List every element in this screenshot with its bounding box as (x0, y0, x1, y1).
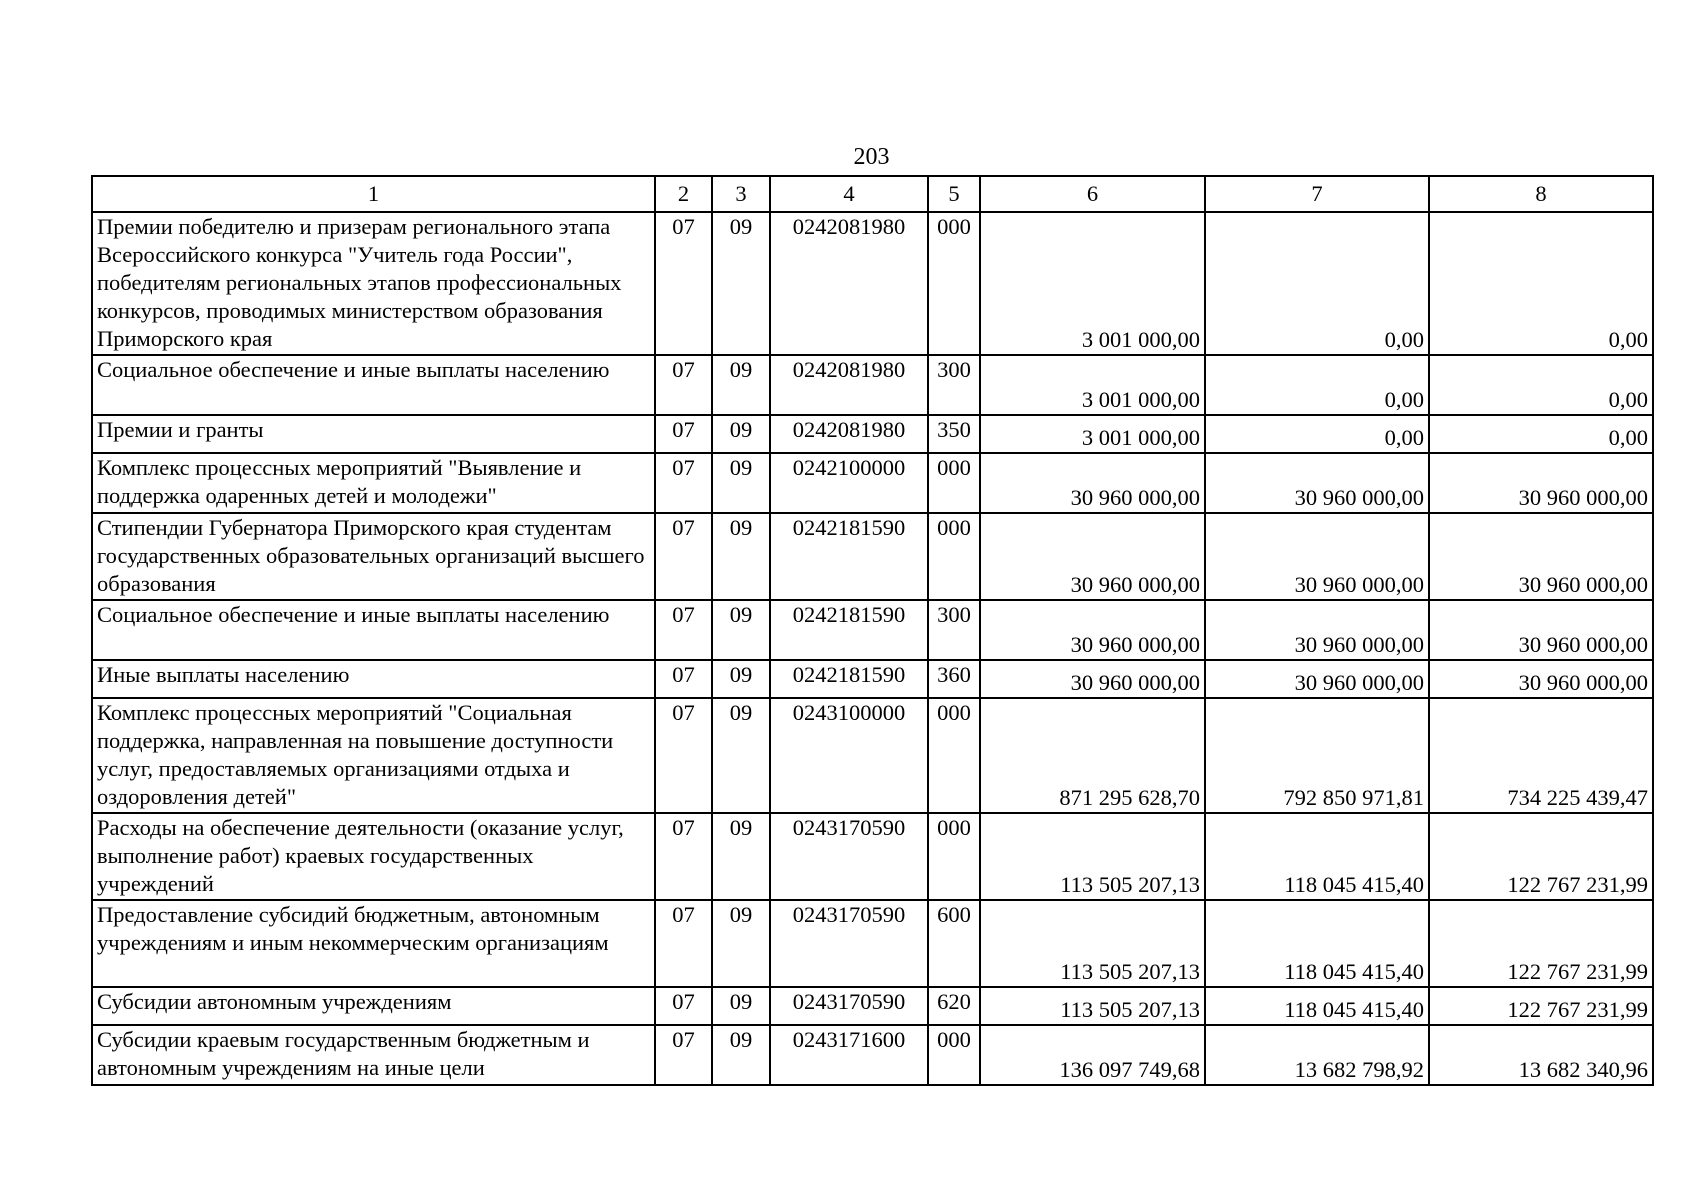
amount-col-8: 122 767 231,99 (1429, 813, 1653, 900)
amount-col-6: 113 505 207,13 (980, 987, 1205, 1025)
amount-col-8: 30 960 000,00 (1429, 453, 1653, 513)
column-header: 1 (92, 176, 655, 212)
subsection-code: 09 (712, 415, 770, 453)
amount-col-6: 30 960 000,00 (980, 453, 1205, 513)
expense-name: Комплекс процессных мероприятий "Выявление и поддержка одаренных детей и молодежи" (92, 453, 655, 513)
column-header: 6 (980, 176, 1205, 212)
amount-col-7: 0,00 (1205, 355, 1429, 415)
amount-col-6: 3 001 000,00 (980, 212, 1205, 355)
expense-name: Премии победителю и призерам регионального этапа Всероссийского конкурса "Учитель года России", победителям региональных этапов профессиональных конкурсов, проводимых министерством образования Приморского края (92, 212, 655, 355)
expense-type-code: 300 (928, 600, 980, 660)
expense-type-code: 000 (928, 1025, 980, 1085)
expense-name: Премии и гранты (92, 415, 655, 453)
target-article-code: 0242081980 (770, 212, 928, 355)
expense-type-code: 000 (928, 698, 980, 813)
amount-col-8: 13 682 340,96 (1429, 1025, 1653, 1085)
expense-type-code: 000 (928, 453, 980, 513)
table-row (92, 513, 1653, 600)
table-row (92, 813, 1653, 900)
column-header: 4 (770, 176, 928, 212)
table-row (92, 698, 1653, 813)
section-code: 07 (655, 660, 712, 698)
expense-name: Социальное обеспечение и иные выплаты населению (92, 355, 655, 415)
subsection-code: 09 (712, 813, 770, 900)
expense-type-code: 000 (928, 813, 980, 900)
subsection-code: 09 (712, 355, 770, 415)
subsection-code: 09 (712, 600, 770, 660)
table-row (92, 453, 1653, 513)
section-code: 07 (655, 415, 712, 453)
section-code: 07 (655, 1025, 712, 1085)
amount-col-7: 13 682 798,92 (1205, 1025, 1429, 1085)
section-code: 07 (655, 355, 712, 415)
amount-col-8: 0,00 (1429, 415, 1653, 453)
subsection-code: 09 (712, 900, 770, 987)
section-code: 07 (655, 453, 712, 513)
expense-name: Комплекс процессных мероприятий "Социальная поддержка, направленная на повышение доступности услуг, предоставляемых организациями отдыха и оздоровления детей" (92, 698, 655, 813)
amount-col-7: 30 960 000,00 (1205, 600, 1429, 660)
section-code: 07 (655, 513, 712, 600)
section-code: 07 (655, 900, 712, 987)
subsection-code: 09 (712, 453, 770, 513)
column-header: 3 (712, 176, 770, 212)
section-code: 07 (655, 987, 712, 1025)
table-row (92, 355, 1653, 415)
amount-col-8: 30 960 000,00 (1429, 660, 1653, 698)
expense-name: Социальное обеспечение и иные выплаты населению (92, 600, 655, 660)
target-article-code: 0243100000 (770, 698, 928, 813)
table-row (92, 987, 1653, 1025)
subsection-code: 09 (712, 212, 770, 355)
expense-type-code: 300 (928, 355, 980, 415)
section-code: 07 (655, 212, 712, 355)
table-row (92, 415, 1653, 453)
amount-col-6: 136 097 749,68 (980, 1025, 1205, 1085)
section-code: 07 (655, 600, 712, 660)
expense-name: Иные выплаты населению (92, 660, 655, 698)
amount-col-8: 0,00 (1429, 355, 1653, 415)
expense-type-code: 360 (928, 660, 980, 698)
amount-col-6: 30 960 000,00 (980, 513, 1205, 600)
target-article-code: 0243171600 (770, 1025, 928, 1085)
amount-col-7: 118 045 415,40 (1205, 987, 1429, 1025)
amount-col-7: 0,00 (1205, 415, 1429, 453)
column-header: 7 (1205, 176, 1429, 212)
expense-type-code: 600 (928, 900, 980, 987)
column-header: 8 (1429, 176, 1653, 212)
target-article-code: 0242100000 (770, 453, 928, 513)
budget-table (91, 175, 1654, 1086)
amount-col-7: 118 045 415,40 (1205, 813, 1429, 900)
amount-col-7: 30 960 000,00 (1205, 660, 1429, 698)
expense-name: Субсидии краевым государственным бюджетным и автономным учреждениям на иные цели (92, 1025, 655, 1085)
column-header: 2 (655, 176, 712, 212)
expense-name: Стипендии Губернатора Приморского края студентам государственных образовательных организаций высшего образования (92, 513, 655, 600)
target-article-code: 0243170590 (770, 900, 928, 987)
amount-col-6: 113 505 207,13 (980, 813, 1205, 900)
subsection-code: 09 (712, 1025, 770, 1085)
table-row (92, 212, 1653, 355)
amount-col-7: 30 960 000,00 (1205, 453, 1429, 513)
amount-col-6: 3 001 000,00 (980, 355, 1205, 415)
target-article-code: 0243170590 (770, 987, 928, 1025)
amount-col-8: 30 960 000,00 (1429, 600, 1653, 660)
subsection-code: 09 (712, 660, 770, 698)
expense-name: Субсидии автономным учреждениям (92, 987, 655, 1025)
target-article-code: 0243170590 (770, 813, 928, 900)
target-article-code: 0242181590 (770, 600, 928, 660)
amount-col-7: 0,00 (1205, 212, 1429, 355)
table-row (92, 900, 1653, 987)
amount-col-6: 3 001 000,00 (980, 415, 1205, 453)
amount-col-6: 871 295 628,70 (980, 698, 1205, 813)
target-article-code: 0242081980 (770, 355, 928, 415)
expense-type-code: 620 (928, 987, 980, 1025)
section-code: 07 (655, 698, 712, 813)
target-article-code: 0242181590 (770, 660, 928, 698)
section-code: 07 (655, 813, 712, 900)
amount-col-8: 30 960 000,00 (1429, 513, 1653, 600)
amount-col-8: 122 767 231,99 (1429, 900, 1653, 987)
amount-col-8: 122 767 231,99 (1429, 987, 1653, 1025)
amount-col-7: 30 960 000,00 (1205, 513, 1429, 600)
expense-type-code: 000 (928, 212, 980, 355)
expense-type-code: 000 (928, 513, 980, 600)
table-row (92, 1025, 1653, 1085)
amount-col-6: 30 960 000,00 (980, 660, 1205, 698)
subsection-code: 09 (712, 987, 770, 1025)
amount-col-7: 118 045 415,40 (1205, 900, 1429, 987)
subsection-code: 09 (712, 698, 770, 813)
target-article-code: 0242181590 (770, 513, 928, 600)
expense-name: Предоставление субсидий бюджетным, автономным учреждениям и иным некоммерческим организациям (92, 900, 655, 987)
table-row (92, 600, 1653, 660)
target-article-code: 0242081980 (770, 415, 928, 453)
expense-name: Расходы на обеспечение деятельности (оказание услуг, выполнение работ) краевых государственных учреждений (92, 813, 655, 900)
amount-col-8: 0,00 (1429, 212, 1653, 355)
expense-type-code: 350 (928, 415, 980, 453)
table-row (92, 660, 1653, 698)
amount-col-6: 30 960 000,00 (980, 600, 1205, 660)
amount-col-7: 792 850 971,81 (1205, 698, 1429, 813)
amount-col-6: 113 505 207,13 (980, 900, 1205, 987)
page-number: 203 (853, 144, 890, 170)
subsection-code: 09 (712, 513, 770, 600)
amount-col-8: 734 225 439,47 (1429, 698, 1653, 813)
column-header: 5 (928, 176, 980, 212)
column-number-row (92, 176, 1653, 212)
